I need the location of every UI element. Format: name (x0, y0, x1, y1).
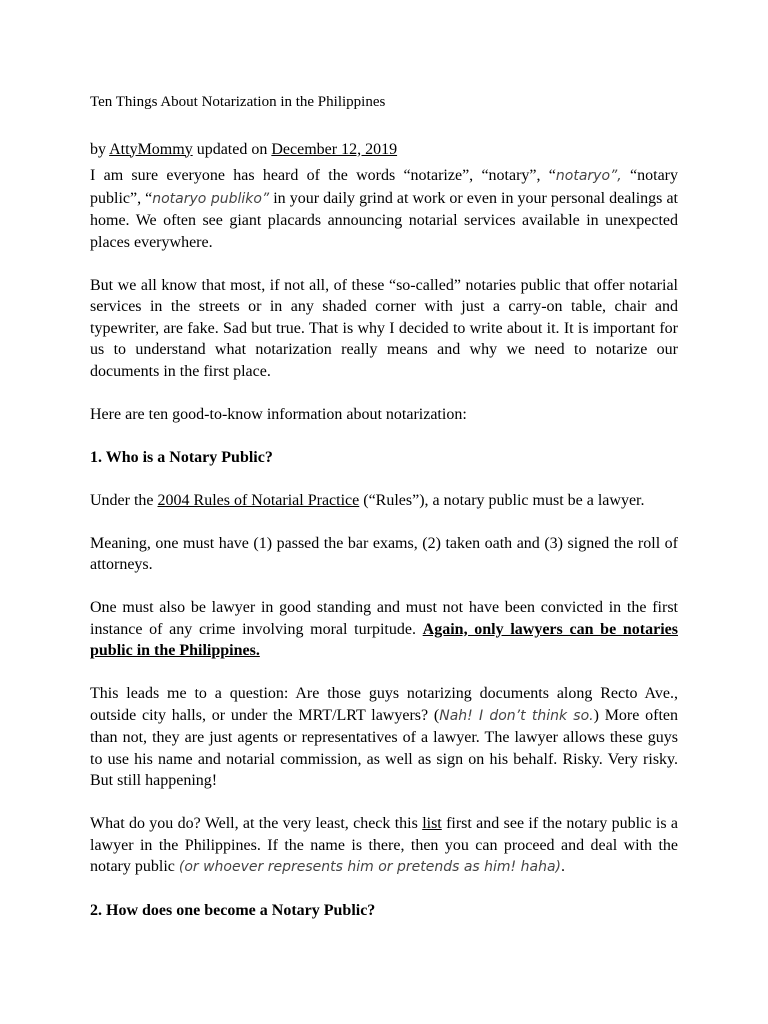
paragraph-rules (90, 490, 678, 512)
byline-updated: updated on (192, 140, 272, 158)
document-page (90, 92, 678, 943)
text-run: Under the (90, 491, 158, 509)
paragraph-meaning: Meaning, one must have (1) passed the bar exams, (2) taken oath and (3) signed the roll of attorneys. (90, 534, 678, 573)
author-link[interactable]: AttyMommy (109, 140, 193, 158)
text-run: I am sure everyone has heard of the words “notarize”, “notary”, “ (90, 167, 556, 184)
paragraph-fake-notaries: But we all know that most, if not all, of these “so-called” notaries public that offer notarial services in the streets or in any shaded corner with just a carry-on table, chair and typewriter, are fake. Sad but true. That is why I decided to write about it. It is important for us to understand what notarization really means and why we need to notarize our documents in the first place. (90, 276, 678, 380)
text-run: One must also be lawyer in good standing and must not have been convicted in the first instance of any crime involving moral turpitude. (90, 599, 678, 638)
byline-by: by (90, 140, 110, 158)
rules-link[interactable]: 2004 Rules of Notarial Practice (157, 491, 360, 509)
paragraph-question (90, 683, 678, 792)
emphasis-lawyers-only: Again, only lawyers can be notaries public in the Philippines. (90, 620, 678, 659)
text-run: first and see if the notary public is a lawyer in the Philippines. If the name is there, then you can proceed and deal with the notary public (90, 815, 678, 875)
italic-term: notaryo publiko” (152, 190, 270, 207)
text-run: “notary public”, “ (90, 167, 678, 207)
italic-aside: Nah! I don’t think so. (439, 707, 594, 724)
section-heading-1: 1. Who is a Notary Public? (90, 448, 273, 466)
paragraph-what-to-do (90, 813, 678, 879)
text-run: in your daily grind at work or even in your personal dealings at home. We often see giant placards announcing notarial services available in unexpected places everywhere. (90, 189, 678, 251)
text-run: . (561, 858, 565, 875)
paragraph-intro (90, 165, 678, 253)
paragraph-good-standing (90, 597, 678, 662)
paragraph-list-intro: Here are ten good-to-know information about notarization: (90, 405, 467, 423)
section-heading-2: 2. How does one become a Notary Public? (90, 902, 376, 919)
italic-aside: (or whoever represents him or pretends as him! haha) (178, 859, 561, 875)
list-link[interactable]: list (422, 815, 442, 832)
italic-term: notaryo”, (555, 168, 622, 184)
document-title: Ten Things About Notarization in the Philippines (90, 94, 386, 110)
text-run: This leads me to a question: Are those guys notarizing documents along Recto Ave., outside city halls, or under the MRT/LRT lawyers? ( (90, 685, 678, 724)
byline (90, 139, 678, 161)
text-run: What do you do? Well, at the very least, check this (90, 815, 423, 832)
text-run: (“Rules”), a notary public must be a lawyer. (359, 491, 645, 509)
text-run: ) More often than not, they are just agents or representatives of a lawyer. The lawyer allows these guys to use his name and notarial commission, as well as sign on his behalf. Risky. Very risky. But still happening! (90, 706, 679, 789)
date-link[interactable]: December 12, 2019 (271, 140, 398, 158)
